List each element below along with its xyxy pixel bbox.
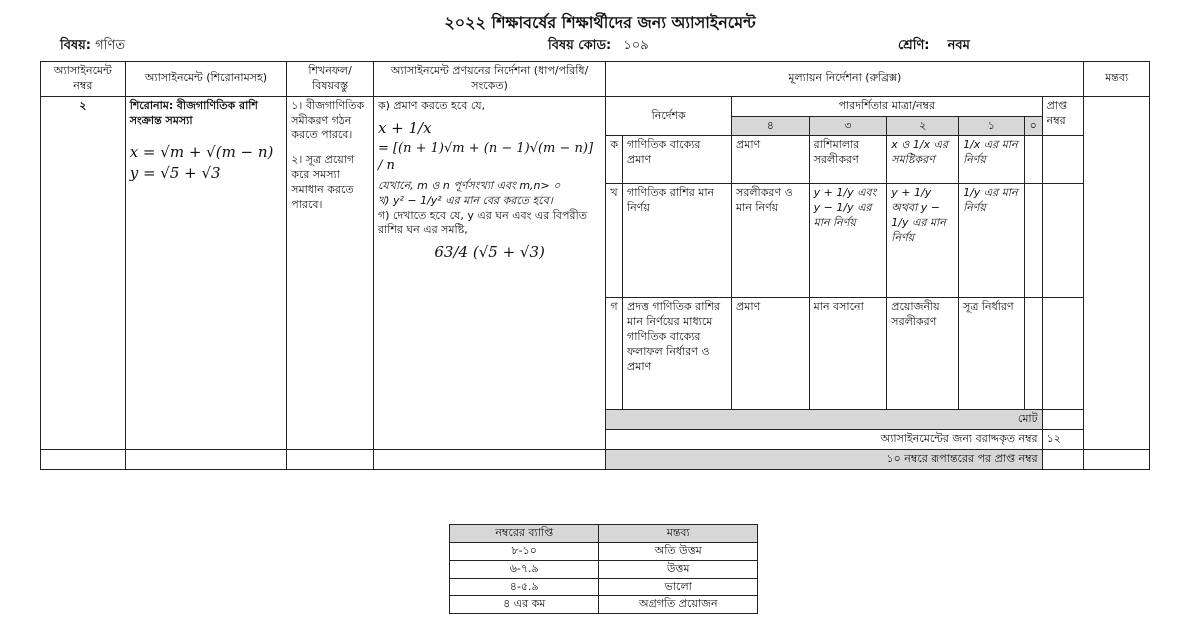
instruction-a: ক) প্রমাণ করতে হবে যে,: [377, 98, 486, 112]
row-level-0: [1024, 298, 1042, 410]
class-value: নবম: [947, 38, 970, 53]
row-level-0: [1024, 184, 1042, 298]
row-letter: ক: [606, 136, 623, 184]
row-obtained: [1042, 184, 1084, 298]
legend-range: ৪-৫.৯: [450, 578, 599, 596]
given-x: x = √m + √(m − n): [129, 143, 274, 162]
header-rubric: মূল্যায়ন নির্দেশনা (রুব্রিক্স): [606, 62, 1084, 97]
legend-comment: অগ্রগতি প্রয়োজন: [599, 596, 758, 614]
total-label: মোট: [606, 410, 1042, 430]
class-label: শ্রেণি:: [898, 38, 930, 53]
row-level-0: [1024, 136, 1042, 184]
level-0: ০: [1024, 116, 1042, 136]
legend-range: ৮-১০: [450, 542, 599, 560]
assignment-title-cell: [125, 96, 287, 449]
rubric-indicator-header: নির্দেশক: [606, 96, 732, 136]
converted-label: ১০ নম্বরে রূপান্তরের পর প্রাপ্ত নম্বর: [606, 450, 1042, 470]
legend-comment: অতি উত্তম: [599, 542, 758, 560]
row-letter: গ: [606, 298, 623, 410]
row-indicator: গাণিতিক রাশির মান নির্ণয়: [623, 184, 732, 298]
subject-value: গণিত: [95, 38, 125, 53]
row-level-2: প্রয়োজনীয় সরলীকরণ: [887, 298, 959, 410]
instruction-where: যেখানে, m ও n পূর্ণসংখ্যা এবং m,n> ০: [377, 178, 561, 192]
row-level-2: y + 1/y অথবা y − 1/y এর মান নির্ণয়: [887, 184, 959, 298]
header-outcome: শিখনফল/ বিষয়বস্তু: [287, 62, 374, 97]
legend-range: ৬-৭.৯: [450, 560, 599, 578]
outcome-1: ১। বীজগাণিতিক সমীকরণ গঠন করতে পারবে।: [291, 98, 365, 142]
code-label: বিষয় কোড:: [548, 38, 612, 53]
row-obtained: [1042, 136, 1084, 184]
subject-label: বিষয়:: [60, 38, 91, 53]
header-number: অ্যাসাইনমেন্ট নম্বর: [41, 62, 126, 97]
allocated-label: অ্যাসাইনমেন্টের জন্য বরাদ্দকৃত নম্বর: [606, 430, 1042, 450]
assignment-number: ২: [41, 96, 126, 449]
row-level-3: y + 1/y এবং y − 1/y এর মান নির্ণয়: [809, 184, 887, 298]
outcome-2: ২। সূত্র প্রয়োগ করে সমস্যা সমাধান করতে পারবে।: [291, 153, 355, 211]
legend-header-comment: মন্তব্য: [599, 525, 758, 543]
level-2: ২: [887, 116, 959, 136]
row-obtained: [1042, 298, 1084, 410]
header-instructions: অ্যাসাইনমেন্ট প্রণয়নের নির্দেশনা (ধাপ/পরিধি/সংকেত): [373, 62, 605, 97]
instruction-b: খ) y² − 1/y² এর মান বের করতে হবে।: [377, 193, 553, 207]
instruction-c: গ) দেখাতে হবে যে, y এর ঘন এবং এর বিপরীত রাশির ঘন এর সমষ্টি,: [377, 208, 587, 237]
level-4: ৪: [732, 116, 810, 136]
row-indicator: প্রদত্ত গাণিতিক রাশির মান নির্ণয়ের মাধ্যমে গাণিতিক বাক্যের ফলাফল নির্ধারণ ও প্রমাণ: [623, 298, 732, 410]
class-field: [898, 36, 970, 57]
rubric-obtained-header: প্রাপ্ত নম্বর: [1042, 96, 1084, 136]
row-level-4: সরলীকরণ ও মান নির্ণয়: [732, 184, 810, 298]
total-value: [1042, 410, 1084, 430]
row-level-4: প্রমাণ: [732, 298, 810, 410]
row-indicator: গাণিতিক বাক্যের প্রমাণ: [623, 136, 732, 184]
header-title: অ্যাসাইনমেন্ট (শিরোনামসহ): [125, 62, 287, 97]
score-legend-table: [449, 524, 758, 614]
subject-field: [60, 36, 125, 57]
page-title: ২০২২ শিক্ষাবর্ষের শিক্ষার্থীদের জন্য অ্যাসাইনমেন্ট: [444, 13, 756, 32]
converted-value: [1042, 450, 1084, 470]
level-3: ৩: [809, 116, 887, 136]
code-value: ১০৯: [623, 38, 649, 53]
title-text: বীজগাণিতিক রাশি সংক্রান্ত সমস্যা: [129, 98, 258, 127]
level-1: ১: [959, 116, 1025, 136]
row-level-1: 1/y এর মান নির্ণয়: [959, 184, 1025, 298]
comment-cell: [1084, 96, 1150, 449]
rubric-level-header: পারদর্শিতার মাত্রা/নম্বর: [732, 96, 1043, 116]
row-level-4: প্রমাণ: [732, 136, 810, 184]
legend-comment: উত্তম: [599, 560, 758, 578]
legend-comment: ভালো: [599, 578, 758, 596]
title-prefix: শিরোনাম:: [129, 98, 174, 112]
expr-rhs: = [(n + 1)√m + (n − 1)√(m − n)] / n: [377, 140, 594, 174]
expr-lhs: x + 1/x: [377, 118, 432, 137]
assignment-table: [40, 61, 1150, 470]
legend-header-range: নম্বরের ব্যাপ্তি: [450, 525, 599, 543]
legend-range: ৪ এর কম: [450, 596, 599, 614]
allocated-value: ১২: [1042, 430, 1084, 450]
code-field: [548, 36, 649, 57]
instructions-cell: [373, 96, 605, 449]
row-level-2: x ও 1/x এর সমষ্টিকরণ: [887, 136, 959, 184]
header-comment: মন্তব্য: [1084, 62, 1150, 97]
row-level-3: মান বসানো: [809, 298, 887, 410]
row-level-1: সূত্র নির্ধারণ: [959, 298, 1025, 410]
row-letter: খ: [606, 184, 623, 298]
row-level-1: 1/x এর মান নির্ণয়: [959, 136, 1025, 184]
outcome-cell: [287, 96, 374, 449]
given-y: y = √5 + √3: [129, 163, 221, 182]
expr-c: 63/4 (√5 + √3): [434, 243, 545, 262]
row-level-3: রাশিমালার সরলীকরণ: [809, 136, 887, 184]
